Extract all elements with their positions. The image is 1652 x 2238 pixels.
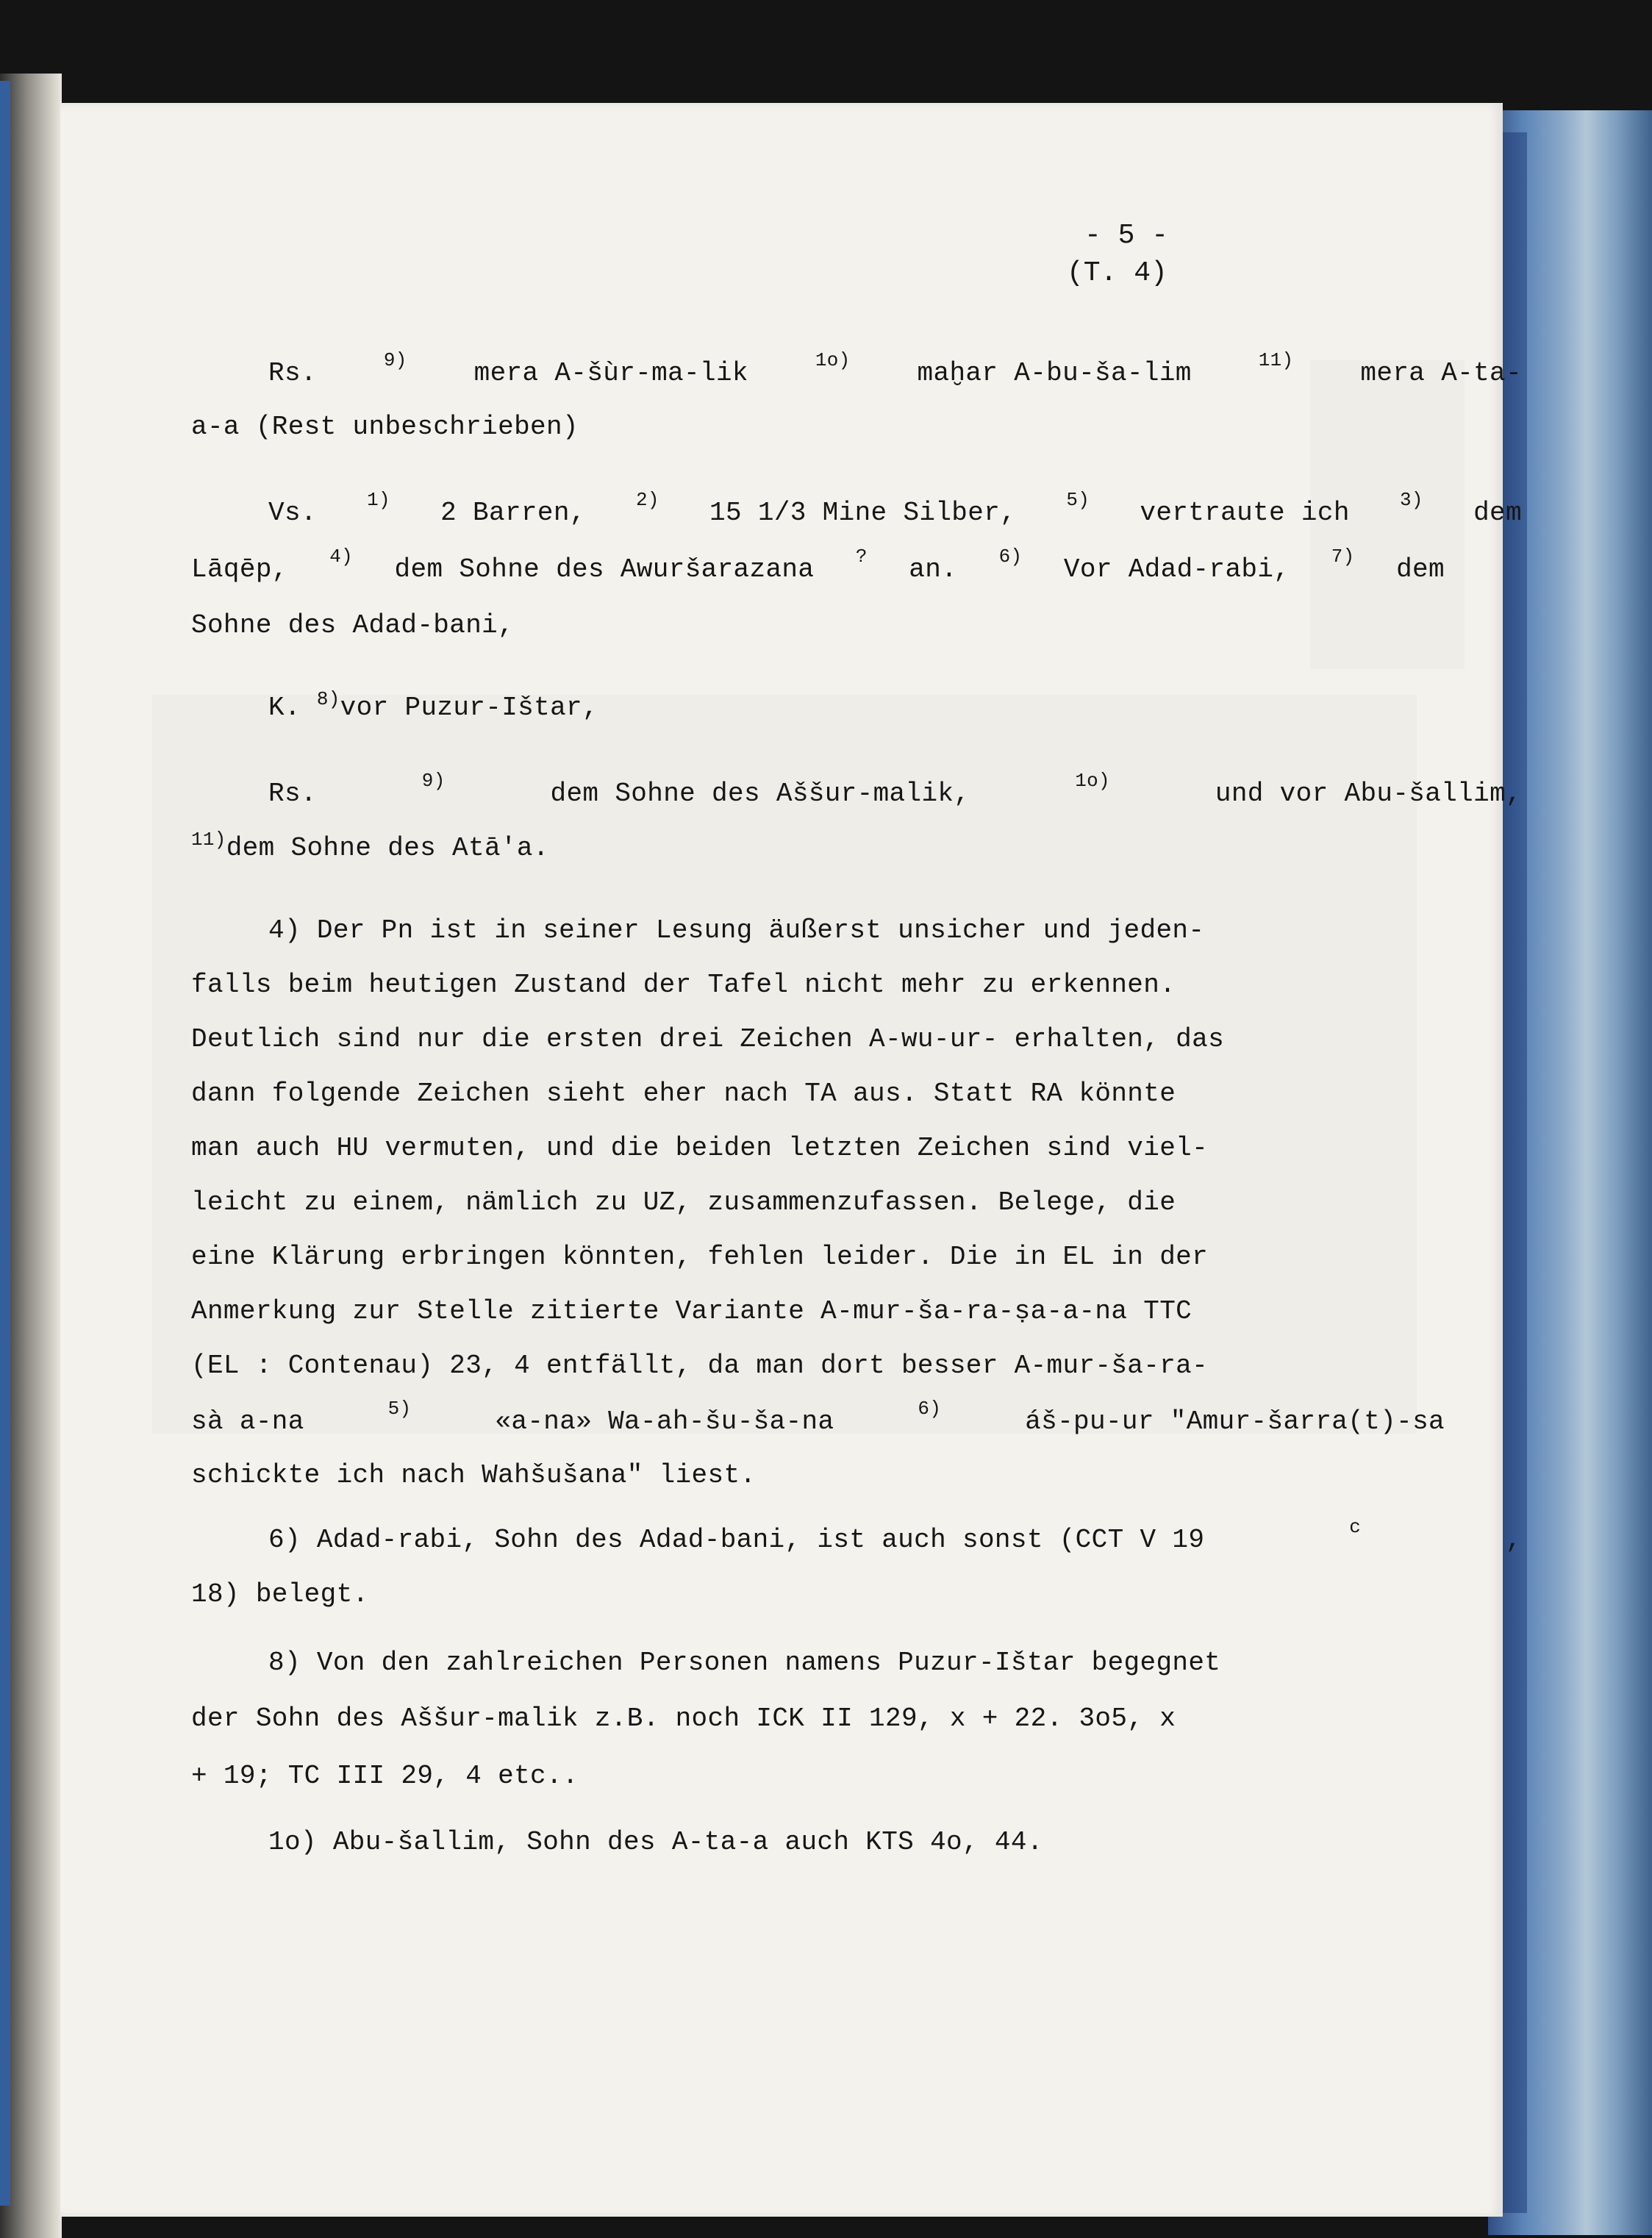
text-segment: mera A-šùr-ma-lik	[473, 358, 748, 388]
text-segment: man auch HU vermuten, und die beiden letzten Zeichen sind viel-	[191, 1133, 1209, 1163]
text-segment: dem Sohne des Awuršarazana	[394, 554, 815, 584]
text-segment: maḫar A-bu-ša-lim	[917, 358, 1192, 388]
text-segment: Vs.	[268, 498, 317, 528]
text-segment: ,	[1506, 1525, 1522, 1555]
superscript-note: 2)	[635, 489, 659, 511]
text-line-12	[191, 1081, 1445, 1107]
text-segment: vertraute ich	[1140, 498, 1350, 528]
text-segment: Vor Adad-rabi,	[1063, 554, 1290, 584]
superscript-note: 11)	[1258, 349, 1294, 371]
text-line-25	[268, 1829, 1043, 1856]
text-segment: sà a-na	[191, 1406, 304, 1437]
text-segment: 6) Adad-rabi, Sohn des Adad-bani, ist auch sonst (CCT V 19	[268, 1525, 1205, 1555]
text-line-20	[268, 1516, 1522, 1555]
text-line-4	[191, 546, 1445, 584]
text-segment: dem Sohne des Aššur-malik,	[550, 779, 970, 809]
text-line-1	[268, 349, 1522, 388]
superscript-note: 5)	[1066, 489, 1090, 511]
text-segment: dann folgende Zeichen sieht eher nach TA aus. Statt RA könnte	[191, 1079, 1176, 1109]
text-line-10	[191, 972, 1445, 998]
text-segment: vor Puzur-Ištar,	[340, 693, 598, 723]
text-segment: der Sohn des Aššur-malik z.B. noch ICK II 129, x + 22. 3o5, x	[191, 1703, 1176, 1734]
superscript-note: 1o)	[815, 349, 851, 371]
superscript-note: ?	[855, 546, 868, 568]
text-segment: schickte ich nach Wahšušana" liest.	[191, 1460, 757, 1490]
text-segment: Sohne des Adad-bani,	[191, 610, 515, 640]
text-segment: 1o) Abu-šallim, Sohn des A-ta-a auch KTS 4o, 44.	[268, 1827, 1043, 1857]
text-segment: 15 1/3 Mine Silber,	[709, 498, 1017, 528]
text-line-24	[191, 1763, 579, 1790]
text-line-21	[191, 1581, 369, 1608]
page-number: - 5 -	[1084, 220, 1169, 251]
text-segment: eine Klärung erbringen könnten, fehlen leider. Die in EL in der	[191, 1242, 1209, 1272]
text-line-18	[191, 1398, 1445, 1437]
superscript-note: 4)	[329, 546, 354, 568]
superscript-note: 1o)	[1075, 770, 1110, 792]
text-segment: a-a (Rest unbeschrieben)	[191, 412, 579, 442]
text-line-13	[191, 1135, 1445, 1162]
superscript-note: 6)	[998, 546, 1023, 568]
text-line-6	[268, 687, 598, 723]
text-segment: und vor Abu-šallim,	[1215, 779, 1522, 809]
text-segment: + 19; TC III 29, 4 etc..	[191, 1761, 579, 1791]
superscript-note: 11)	[191, 828, 226, 851]
superscript-note: 5)	[387, 1398, 412, 1420]
text-segment: 4) Der Pn ist in seiner Lesung äußerst unsicher und jeden-	[268, 915, 1205, 945]
text-line-5	[191, 612, 514, 639]
text-segment: Rs.	[268, 779, 317, 809]
superscript-note: 9)	[421, 770, 446, 792]
tablet-reference: (T. 4)	[1067, 257, 1168, 289]
left-cover-edge	[0, 81, 10, 2206]
text-line-9	[268, 915, 1522, 945]
text-segment: 18) belegt.	[191, 1579, 369, 1609]
superscript-note: 1)	[367, 489, 390, 511]
text-segment: leicht zu einem, nämlich zu UZ, zusammenzufassen. Belege, die	[191, 1187, 1176, 1218]
text-line-19	[191, 1462, 756, 1489]
superscript-note: 8)	[316, 687, 340, 710]
text-segment: K.	[268, 693, 317, 723]
text-line-3	[268, 489, 1522, 528]
text-line-16	[191, 1298, 1445, 1325]
text-line-7	[268, 770, 1522, 809]
text-line-2	[191, 414, 579, 440]
text-segment: dem	[1473, 498, 1522, 528]
text-line-8	[191, 828, 549, 863]
text-segment: Deutlich sind nur die ersten drei Zeichen A-wu-ur- erhalten, das	[191, 1024, 1225, 1054]
text-line-14	[191, 1187, 1445, 1218]
text-segment: Lāqēp,	[191, 554, 288, 584]
text-segment: áš-pu-ur "Amur-šarra(t)-sa	[1025, 1406, 1445, 1437]
text-line-11	[191, 1026, 1445, 1053]
text-segment: (EL : Contenau) 23, 4 entfällt, da man dort besser A-mur-ša-ra-	[191, 1351, 1209, 1381]
text-line-17	[191, 1353, 1445, 1379]
text-segment: 8) Von den zahlreichen Personen namens Puzur-Ištar begegnet	[268, 1648, 1221, 1678]
text-segment: «a-na» Wa-ah-šu-ša-na	[495, 1406, 834, 1437]
text-segment: Anmerkung zur Stelle zitierte Variante A-mur-ša-ra-ṣa-a-na TTC	[191, 1296, 1192, 1326]
superscript-note: c	[1349, 1516, 1362, 1538]
text-segment: Rs.	[268, 358, 317, 388]
text-segment: falls beim heutigen Zustand der Tafel nicht mehr zu erkennen.	[191, 970, 1176, 1000]
text-segment: dem	[1396, 554, 1445, 584]
text-line-15	[191, 1244, 1445, 1270]
superscript-note: 7)	[1331, 546, 1355, 568]
text-segment: an.	[909, 554, 958, 584]
superscript-note: 3)	[1400, 489, 1423, 511]
text-segment: mera A-ta-	[1360, 358, 1522, 388]
text-segment: 2 Barren,	[440, 498, 586, 528]
superscript-note: 6)	[918, 1398, 942, 1420]
text-segment: dem Sohne des Atā'a.	[226, 833, 549, 863]
superscript-note: 9)	[383, 349, 407, 371]
text-line-23	[191, 1703, 1445, 1734]
text-line-22	[268, 1650, 1522, 1676]
